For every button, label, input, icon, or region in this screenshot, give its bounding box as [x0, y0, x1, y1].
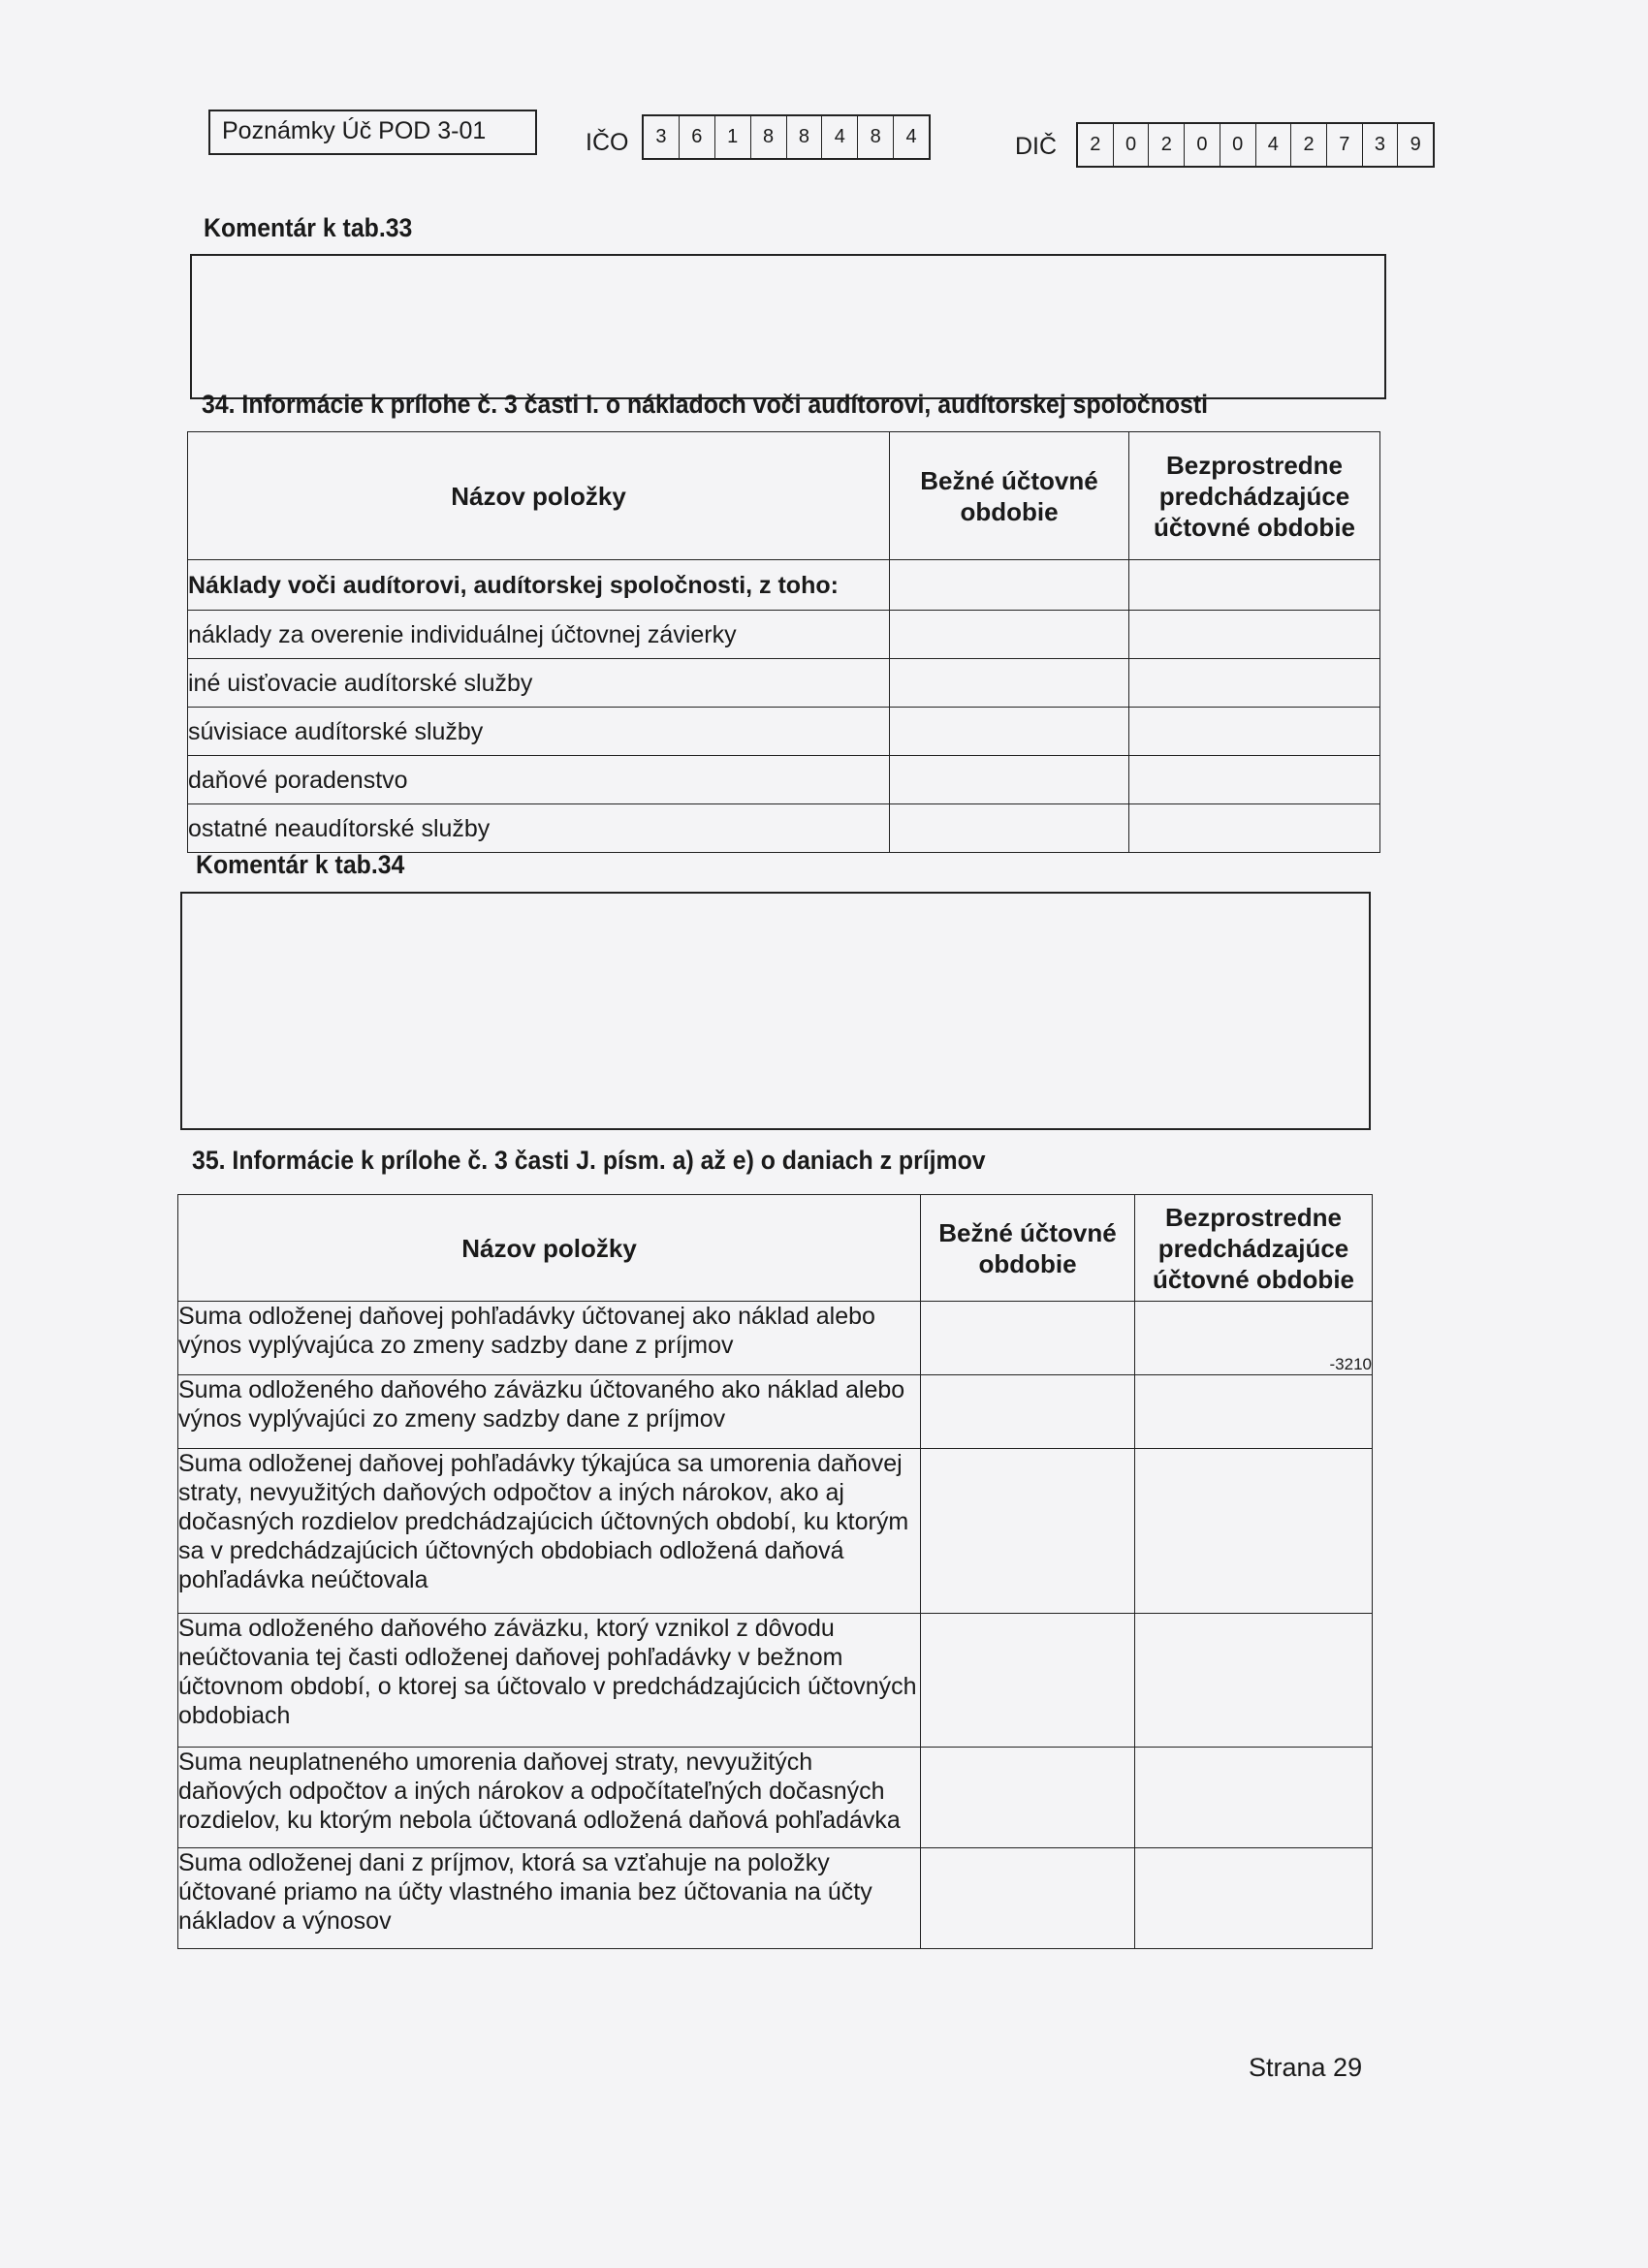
row-label: ostatné neaudítorské služby	[188, 804, 890, 853]
column-header-current: Bežné účtovné obdobie	[921, 1195, 1135, 1302]
table-row	[188, 756, 1380, 804]
table-row	[188, 611, 1380, 659]
dic-digit: 0	[1114, 124, 1150, 166]
previous-value-cell[interactable]	[1129, 708, 1380, 756]
current-value-cell[interactable]	[890, 560, 1129, 611]
section34-title: 34. Informácie k prílohe č. 3 časti I. o nákladoch voči audítorovi, audítorskej spoločnosti	[202, 390, 1209, 419]
page-number: Strana 29	[1249, 2053, 1363, 2082]
current-value-cell[interactable]	[890, 708, 1129, 756]
previous-value-cell[interactable]	[1135, 1848, 1373, 1949]
previous-value-cell[interactable]: -3210	[1135, 1302, 1373, 1375]
ico-digit: 3	[644, 116, 680, 158]
table-row	[178, 1449, 1373, 1614]
comment34-box[interactable]	[180, 892, 1371, 1130]
comment33-box[interactable]	[190, 254, 1386, 399]
previous-value-cell[interactable]	[1135, 1614, 1373, 1748]
ico-label: IČO	[586, 129, 629, 156]
table-row	[178, 1848, 1373, 1949]
ico-digit: 8	[787, 116, 823, 158]
previous-value-cell[interactable]	[1129, 756, 1380, 804]
section34-table	[187, 431, 1380, 853]
row-label: Náklady voči audítorovi, audítorskej spoločnosti, z toho:	[188, 560, 890, 611]
ico-digit: 8	[858, 116, 894, 158]
column-header-item: Názov položky	[188, 432, 890, 560]
dic-label: DIČ	[1015, 133, 1058, 160]
dic-digit: 9	[1410, 134, 1421, 155]
form-code-box	[208, 110, 537, 155]
current-value-cell[interactable]	[890, 804, 1129, 853]
previous-value-cell[interactable]	[1135, 1449, 1373, 1614]
comment33-label: Komentár k tab.33	[204, 213, 413, 242]
current-value-cell[interactable]	[890, 756, 1129, 804]
ico-digit: 4	[905, 126, 917, 147]
form-code: Poznámky Úč POD 3-01	[222, 117, 487, 144]
ico-digit: 1	[715, 116, 751, 158]
row-label: náklady za overenie individuálnej účtovnej závierky	[188, 611, 890, 659]
row-label: daňové poradenstvo	[188, 756, 890, 804]
column-header-item: Názov položky	[178, 1195, 921, 1302]
comment34-label: Komentár k tab.34	[196, 850, 405, 879]
column-header-previous: Bezprostredne predchádzajúce účtovné obdobie	[1135, 1195, 1373, 1302]
current-value-cell[interactable]	[921, 1302, 1135, 1375]
row-label: iné uisťovacie audítorské služby	[188, 659, 890, 708]
table-row	[188, 659, 1380, 708]
row-label: súvisiace audítorské služby	[188, 708, 890, 756]
current-value-cell[interactable]	[921, 1449, 1135, 1614]
current-value-cell[interactable]	[921, 1614, 1135, 1748]
section35-title: 35. Informácie k prílohe č. 3 časti J. písm. a) až e) o daniach z príjmov	[192, 1146, 986, 1175]
table-row	[178, 1375, 1373, 1449]
table-row	[188, 560, 1380, 611]
dic-digit: 3	[1363, 124, 1399, 166]
row-label: Suma odloženej daňovej pohľadávky účtovanej ako náklad alebo výnos vyplývajúca zo zmeny sadzby dane z príjmov	[178, 1302, 921, 1375]
previous-value-cell[interactable]	[1129, 560, 1380, 611]
current-value-cell[interactable]	[890, 611, 1129, 659]
previous-value-cell[interactable]	[1135, 1748, 1373, 1848]
current-value-cell[interactable]	[921, 1848, 1135, 1949]
ico-field	[642, 114, 931, 160]
dic-digit: 7	[1327, 124, 1363, 166]
current-value-cell[interactable]	[921, 1748, 1135, 1848]
row-label: Suma odloženého daňového záväzku, ktorý vznikol z dôvodu neúčtovania tej časti odloženej daňovej pohľadávky v bežnom účtovnom období, o ktorej sa účtovalo v predchádzajúcich účtovných obdobiach	[178, 1614, 921, 1748]
column-header-current: Bežné účtovné obdobie	[890, 432, 1129, 560]
dic-digit: 2	[1291, 124, 1327, 166]
table-row	[188, 708, 1380, 756]
row-label: Suma neuplatneného umorenia daňovej straty, nevyužitých daňových odpočtov a iných nárokov a odpočítateľných dočasných rozdielov, ku ktorým nebola účtovaná odložená daňová pohľadávka	[178, 1748, 921, 1848]
table-row	[188, 804, 1380, 853]
table-row	[178, 1614, 1373, 1748]
previous-value-cell[interactable]	[1135, 1375, 1373, 1449]
dic-digit: 0	[1185, 124, 1220, 166]
row-label: Suma odloženej daňovej pohľadávky týkajúca sa umorenia daňovej straty, nevyužitých daňových odpočtov a iných nárokov, ako aj dočasných rozdielov predchádzajúcich účtovných období, ku ktorým sa v predchádzajúcich účtovných obdobiach odložená daňová pohľadávka neúčtovala	[178, 1449, 921, 1614]
row-label: Suma odloženého daňového záväzku účtovaného ako náklad alebo výnos vyplývajúci zo zmeny sadzby dane z príjmov	[178, 1375, 921, 1449]
dic-digit: 4	[1256, 124, 1292, 166]
ico-digit: 4	[822, 116, 858, 158]
current-value-cell[interactable]	[921, 1375, 1135, 1449]
ico-digit: 8	[751, 116, 787, 158]
current-value-cell[interactable]	[890, 659, 1129, 708]
table-row	[178, 1302, 1373, 1375]
dic-field	[1076, 122, 1435, 168]
dic-digit: 2	[1149, 124, 1185, 166]
dic-digit: 0	[1220, 124, 1256, 166]
previous-value-cell[interactable]	[1129, 611, 1380, 659]
ico-digit: 6	[680, 116, 715, 158]
row-label: Suma odloženej dani z príjmov, ktorá sa vzťahuje na položky účtované priamo na účty vlastného imania bez účtovania na účty nákladov a výnosov	[178, 1848, 921, 1949]
dic-digit: 2	[1078, 124, 1114, 166]
previous-value-cell[interactable]	[1129, 659, 1380, 708]
table-row	[178, 1748, 1373, 1848]
section35-table	[177, 1194, 1373, 1949]
column-header-previous: Bezprostredne predchádzajúce účtovné obdobie	[1129, 432, 1380, 560]
previous-value-cell[interactable]	[1129, 804, 1380, 853]
